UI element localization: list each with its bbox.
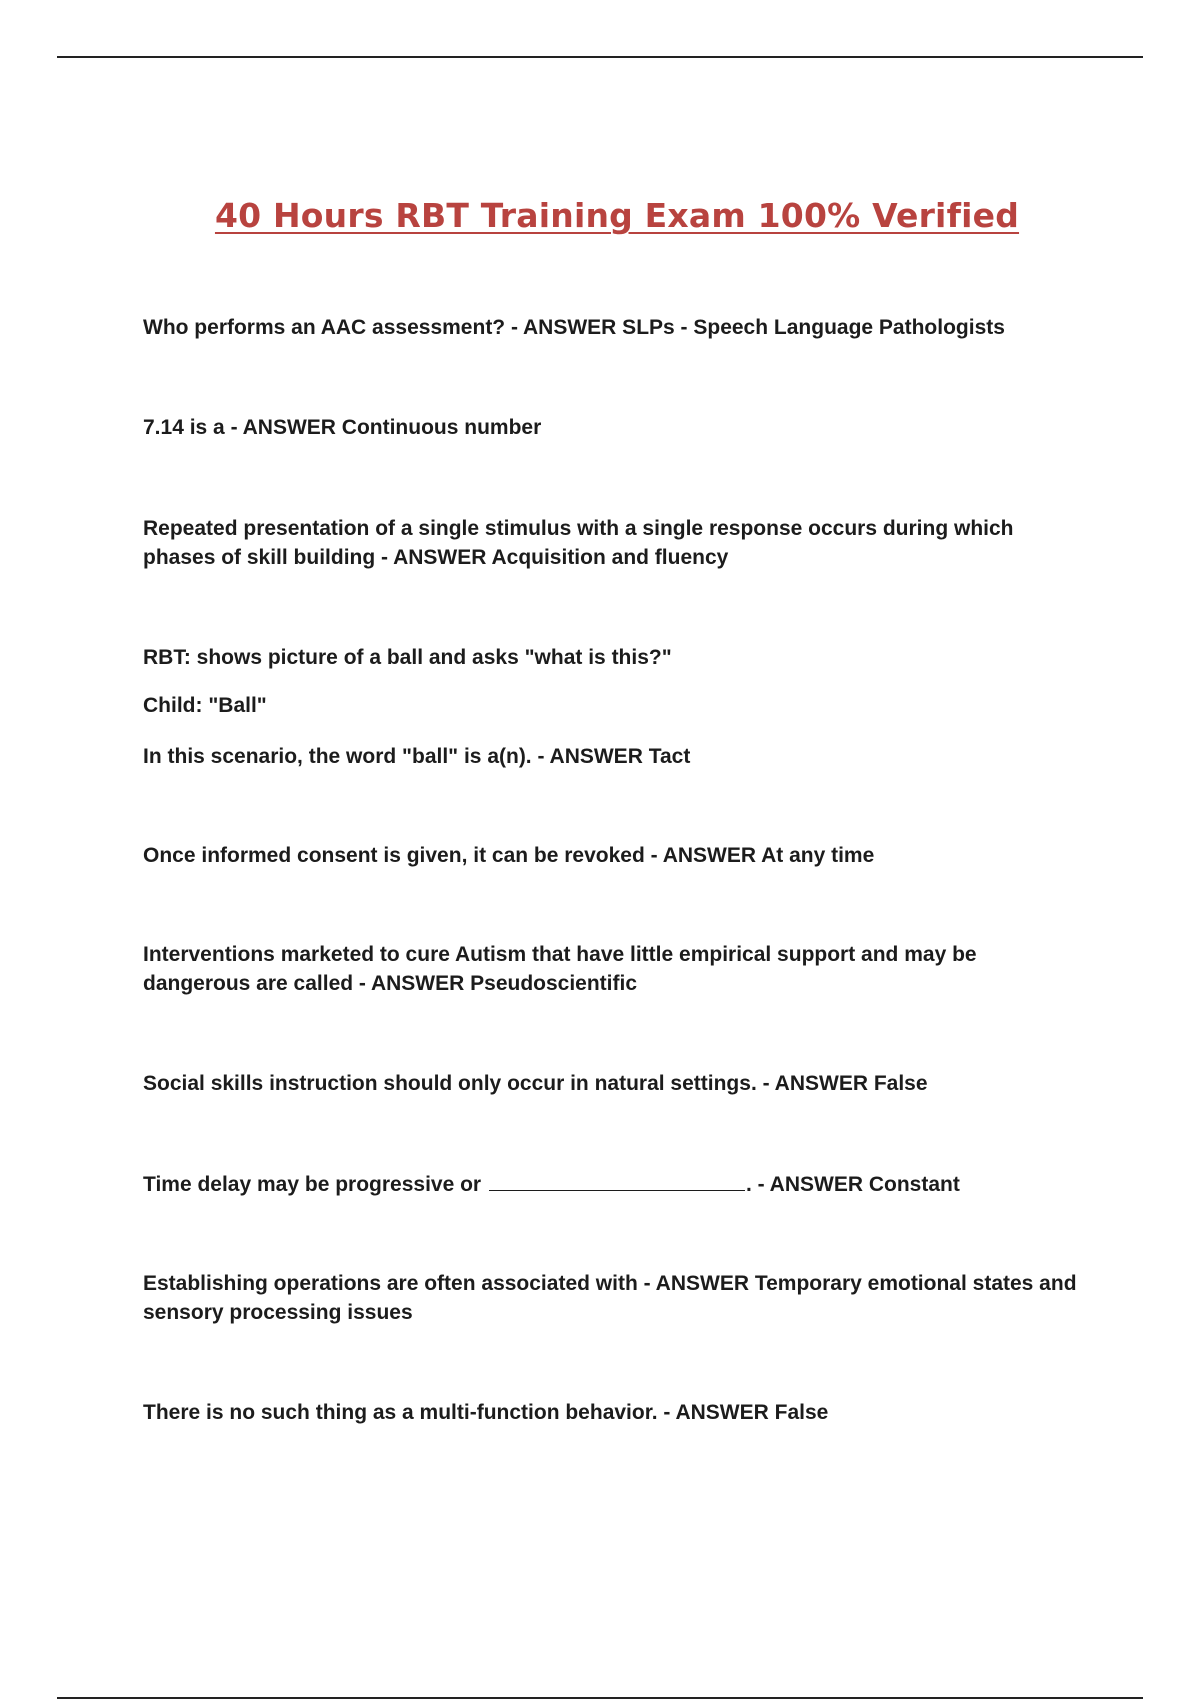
- qa-item-rbt-prompt: RBT: shows picture of a ball and asks "what is this?": [143, 646, 672, 669]
- qa-item-social-skills: Social skills instruction should only occur in natural settings. - ANSWER False: [143, 1072, 928, 1095]
- qa-item-time-delay: [143, 1170, 1083, 1199]
- qa-item-time-delay-before: Time delay may be progressive or: [143, 1173, 482, 1196]
- qa-item-tact: In this scenario, the word "ball" is a(n). - ANSWER Tact: [143, 745, 691, 768]
- document-title: 40 Hours RBT Training Exam 100% Verified: [214, 196, 1020, 235]
- qa-item-pseudoscientific: Interventions marketed to cure Autism that have little empirical support and may be dangerous are called - ANSWER Pseudoscientific: [143, 943, 977, 995]
- qa-item-aac-assessment: Who performs an AAC assessment? - ANSWER SLPs - Speech Language Pathologists: [143, 316, 1005, 339]
- qa-item-time-delay-after: . - ANSWER Constant: [745, 1173, 960, 1196]
- qa-item-multi-function-behavior: There is no such thing as a multi-function behavior. - ANSWER False: [143, 1401, 829, 1424]
- qa-item-acquisition-fluency: Repeated presentation of a single stimulus with a single response occurs during which phases of skill building - ANSWER Acquisition and fluency: [143, 517, 1014, 569]
- qa-item-establishing-operations: Establishing operations are often associated with - ANSWER Temporary emotional states and sensory processing issues: [143, 1272, 1077, 1324]
- qa-item-continuous-number: 7.14 is a - ANSWER Continuous number: [143, 416, 542, 439]
- qa-item-informed-consent: Once informed consent is given, it can be revoked - ANSWER At any time: [143, 844, 875, 867]
- footer-rule: [57, 1697, 1143, 1699]
- qa-item-child-response: Child: "Ball": [143, 694, 267, 717]
- fill-in-blank-line: [489, 1170, 745, 1191]
